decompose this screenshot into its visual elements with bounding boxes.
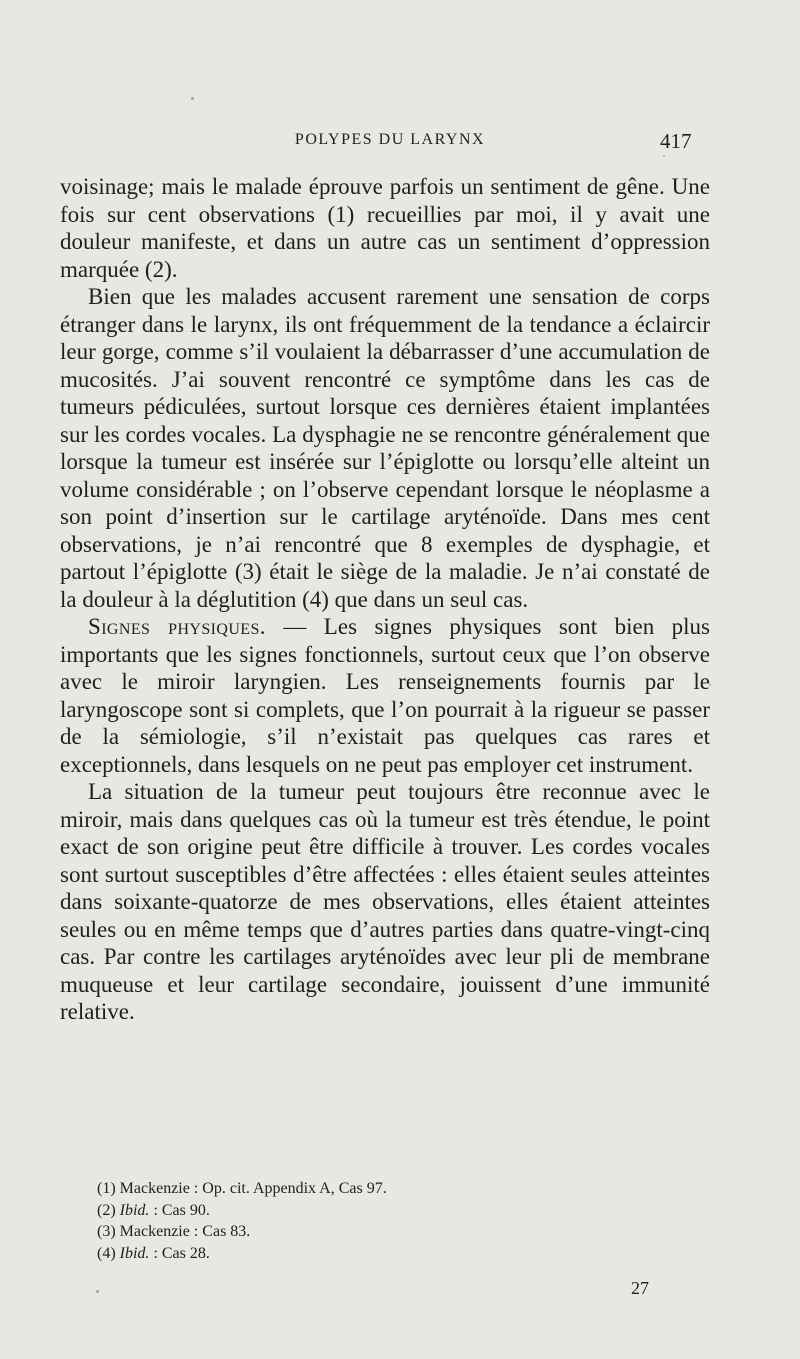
footnote: [97, 1221, 637, 1243]
paper-speck: [663, 155, 665, 157]
paragraph-continuation: voisinage; mais le malade éprouve parfois un sentiment de gêne. Une fois sur cent observations (1) recueillies par moi, il y avait une douleur manifeste, et dans un autre cas un sentiment d’oppression marquée (2).: [60, 174, 710, 282]
footnote-detail: : Op. cit. Appendix A, Cas 97.: [189, 1180, 387, 1197]
paragraph-tumor-location: La situation de la tumeur peut toujours être reconnue avec le miroir, mais dans quelques cas où la tumeur est très étendue, le point exact de son origine peut être difficile à trouver. Les cordes vocales sont surtout susceptibles d’être affectées : elles étaient seules atteintes dans soixante-quatorze de mes observations, elles étaient atteintes seules ou en même temps que d’autres parties dans quatre-vingt-cinq cas. Par contre les cartilages aryténoïdes avec leur pli de membrane muqueuse et leur cartilage secondaire, jouissent d’une immunité relative.: [60, 779, 710, 1024]
footnote-mark: (4): [97, 1244, 116, 1262]
footnote-detail: : Cas 28.: [149, 1244, 210, 1262]
paper-speck: [709, 684, 711, 686]
body-text: [60, 173, 710, 1026]
footnote-detail: : Cas 83.: [189, 1223, 251, 1240]
paragraph-symptoms: Bien que les malades accusent rarement une sensation de corps étranger dans le larynx, ils ont fréquemment de la tendance a éclaircir leur gorge, comme s’il voulaient la débarrasser d’une accumulation de mucosités. J’ai souvent rencontré ce symptôme dans les cas de tumeurs pédiculées, surtout lorsque ces dernières étaient implantées sur les cordes vocales. La dysphagie ne se rencontre généralement que lorsque la tumeur est insérée sur l’épiglotte ou lorsqu’elle alteint un volume considérable ; on l’observe cependant lorsque le néoplasme a son point d’insertion sur le cartilage aryténoïde. Dans mes cent observations, je n’ai rencontré que 8 exemples de dysphagie, et partout l’épiglotte (3) était le siège de la maladie. Je n’ai constaté de la douleur à la déglutition (4) que dans un seul cas.: [60, 284, 710, 612]
footnote-mark: (3): [97, 1223, 116, 1240]
footnote: [97, 1243, 637, 1265]
section-heading: Signes physiques.: [88, 614, 266, 639]
footnote-source: Ibid.: [119, 1201, 150, 1219]
paper-speck: [191, 97, 194, 100]
page-number: 417: [660, 129, 692, 153]
footnote-source: Mackenzie: [119, 1223, 190, 1240]
footnotes: [97, 1178, 637, 1264]
footnote: [97, 1200, 637, 1222]
paragraph-physical-signs-text: — Les signes physiques sont bien plus importants que les signes fonctionnels, surtout ceux que l’on observe avec le miroir laryngien. Les renseignements fournis par le laryngoscope sont si complets, que l’on pourrait à la rigueur se passer de la sémiologie, s’il n’existait pas quelques cas rares et exceptionnels, dans lesquels on ne peut pas employer cet instrument.: [60, 614, 711, 777]
signature-mark: 27: [631, 1278, 649, 1298]
running-header: [0, 131, 800, 161]
footnote-source: Mackenzie: [119, 1180, 190, 1197]
paragraph-physical-signs: [60, 613, 710, 778]
footnote-mark: (1): [97, 1180, 116, 1197]
paper-speck: [96, 1290, 99, 1293]
running-title: POLYPES DU LARYNX: [294, 131, 486, 148]
footnote: [97, 1178, 637, 1200]
footnote-detail: : Cas 90.: [149, 1201, 210, 1219]
footnote-source: Ibid.: [119, 1244, 150, 1262]
footnote-mark: (2): [97, 1201, 116, 1219]
paper-speck: [61, 685, 64, 688]
